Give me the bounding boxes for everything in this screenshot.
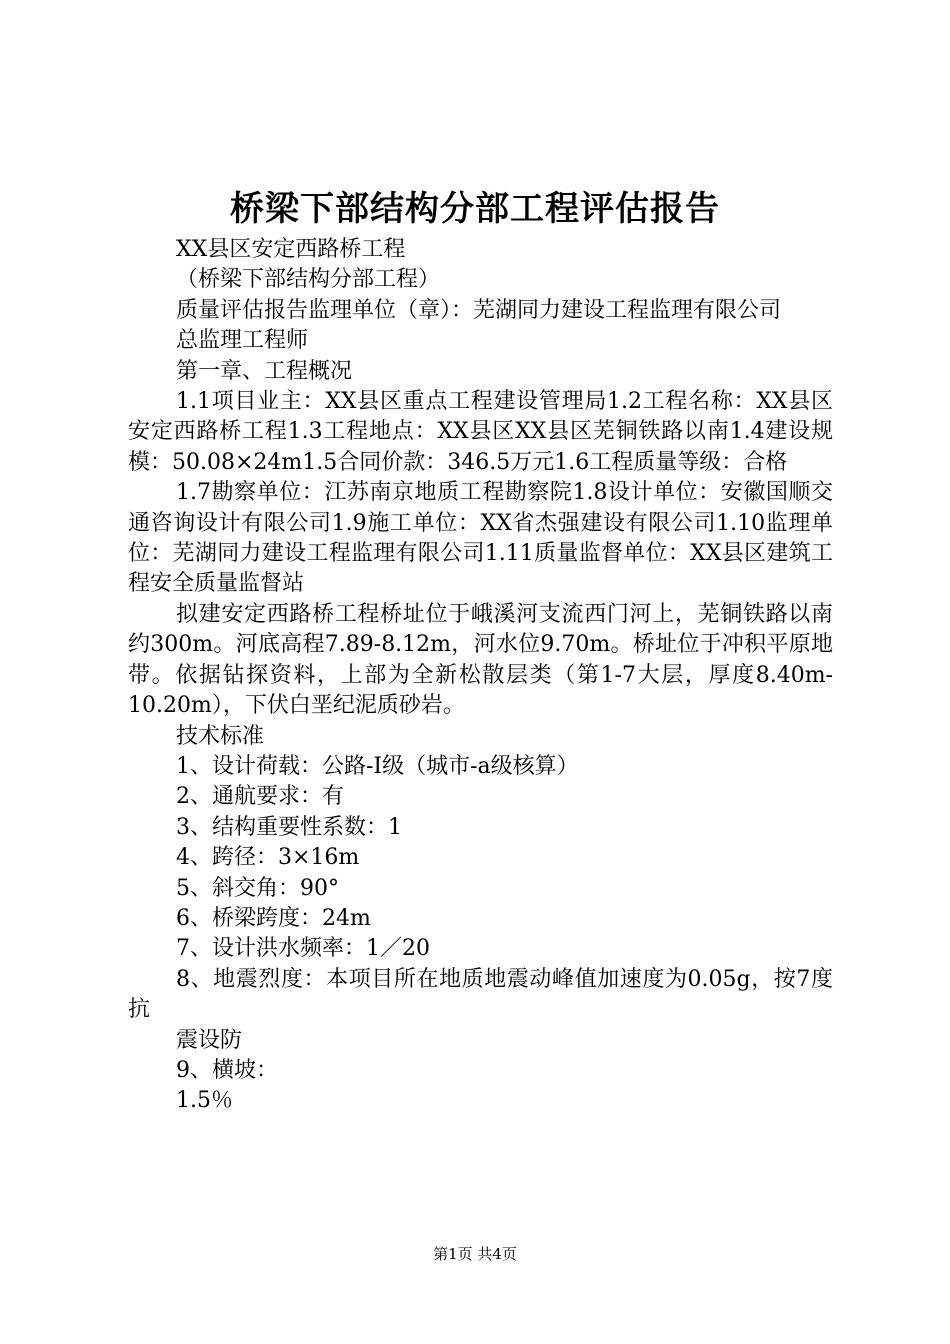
paragraph-chief-engineer: 总监理工程师 bbox=[176, 328, 309, 354]
list-item: 2、通航要求：有 bbox=[176, 784, 344, 810]
list-item: 7、设计洪水频率：1／20 bbox=[176, 936, 430, 962]
document-title: 桥梁下部结构分部工程评估报告 bbox=[230, 189, 720, 229]
paragraph-project-info: 1.1项目业主：XX县区重点工程建设管理局1.2工程名称：XX县区安定西路桥工程1.3工程地点：XX县区XX县区芜铜铁路以南1.4建设规模：50.08×24m1.5合同价款：346.5万元1.6工程质量等级：合格 bbox=[128, 389, 833, 475]
paragraph-chapter-heading: 第一章、工程概况 bbox=[176, 358, 353, 384]
list-item: 3、结构重要性系数：1 bbox=[176, 814, 402, 840]
paragraph-supervisor-unit: 质量评估报告监理单位（章）：芜湖同力建设工程监理有限公司 bbox=[176, 297, 782, 323]
paragraph-tech-standard: 技术标准 bbox=[176, 723, 265, 749]
paragraph-project-name: XX县区安定西路桥工程 bbox=[176, 237, 406, 262]
list-item: 1、设计荷载：公路-Ⅰ级（城市-a级核算） bbox=[176, 753, 579, 779]
page-number-footer: 第1页 共4页 bbox=[433, 1245, 517, 1263]
list-item: 8、地震烈度：本项目所在地质地震动峰值加速度为0.05g，按7度抗 bbox=[128, 966, 833, 1023]
paragraph-site-description: 拟建安定西路桥工程桥址位于峨溪河支流西门河上，芜铜铁路以南约300m。河底高程7.89-8.12m，河水位9.70m。桥址位于冲积平原地带。依据钻探资料，上部为全新松散层类（第1-7大层，厚度8.40m-10.20m），下伏白垩纪泥质砂岩。 bbox=[128, 601, 833, 719]
paragraph-subtitle: （桥梁下部结构分部工程） bbox=[176, 267, 441, 293]
list-item: 6、桥梁跨度：24m bbox=[176, 905, 371, 931]
list-item: 9、横坡： bbox=[176, 1057, 278, 1083]
list-item: 1.5％ bbox=[176, 1088, 233, 1114]
document-body bbox=[128, 235, 833, 1117]
paragraph-units: 1.7勘察单位：江苏南京地质工程勘察院1.8设计单位：安徽国顺交通咨询设计有限公司1.9施工单位：XX省杰强建设有限公司1.10监理单位：芜湖同力建设工程监理有限公司1.11质量监督单位：XX县区建筑工程安全质量监督站 bbox=[128, 480, 833, 597]
list-item: 5、斜交角：90° bbox=[176, 875, 339, 901]
list-item: 4、跨径：3×16m bbox=[176, 845, 360, 871]
list-item: 震设防 bbox=[176, 1027, 243, 1053]
